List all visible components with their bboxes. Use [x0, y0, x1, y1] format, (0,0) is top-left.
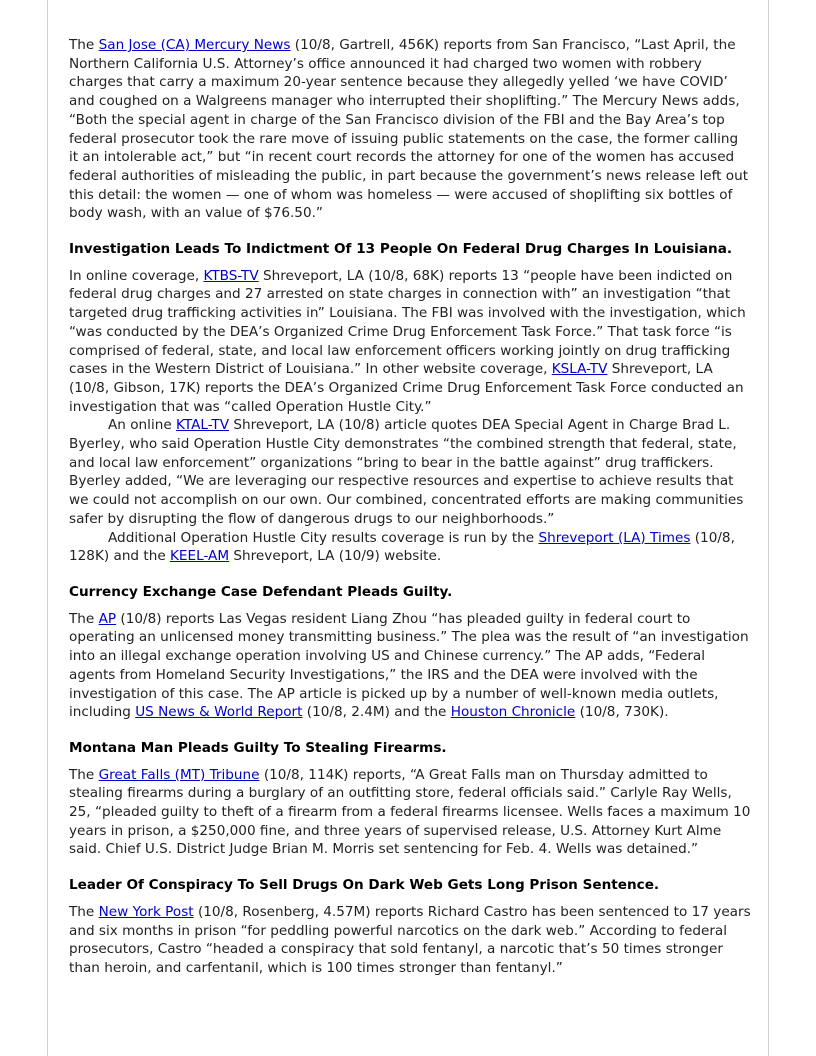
text: (10/8, 114K) reports, “A Great Falls man on Thursday admitted to stealing firearms during a burglary of an outfitting store, federal officials said.” Carlyle Ray Wells, 25, “pleaded guilty to theft of a firearm from a federal firearms licensee. Wells faces a maximum 10 years in prison, a $250,000 fine, and three years of supervised release, U.S. Attorney Kurt Alme said. Chief U.S. District Judge Brian M. Morris set sentencing for Feb. 4. Wells was detained.”: [69, 766, 751, 858]
article-paragraph: [69, 267, 751, 417]
link-keel-am[interactable]: KEEL-AM: [170, 548, 230, 565]
article-headline: Montana Man Pleads Guilty To Stealing Firearms.: [69, 739, 447, 756]
link-houston-chronicle[interactable]: Houston Chronicle: [450, 704, 576, 721]
link-new-york-post[interactable]: New York Post: [98, 903, 194, 920]
text: (10/8) reports Las Vegas resident Liang Zhou “has pleaded guilty in federal court to operating an unlicensed money transmitting business.” The plea was the result of “an investigation into an illegal exchange operation involving US and Chinese currency.” The AP adds, “Federal agents from Homeland Security Investigations,” the IRS and the DEA were involved with the investigation of this case. The AP article is picked up by a number of well-known media outlets, including: [69, 610, 749, 721]
article-paragraph: [69, 903, 751, 978]
text: (10/8, 128K) and the: [69, 529, 735, 565]
text: The: [69, 903, 99, 920]
link-shreveport-times[interactable]: Shreveport (LA) Times: [538, 529, 691, 546]
link-ksla-tv[interactable]: KSLA-TV: [551, 361, 608, 378]
text: Shreveport, LA (10/8) article quotes DEA Special Agent in Charge Brad L. Byerley, who said Operation Hustle City demonstrates “the combined strength that federal, state, and local law enforcement” organizations “bring to bear in the battle against” drug traffickers. Byerley added, “We are leveraging our respective resources and expertise to achieve results that we could not accomplish on our own. Our combined, concentrated efforts are making communities safer by disrupting the flow of dangerous drugs to our neighborhoods.”: [69, 417, 744, 527]
intro-paragraph: [69, 36, 751, 223]
text: Shreveport, LA (10/8, 68K) reports 13 “people have been indicted on federal drug charges and 27 arrested on state charges in connection with” an investigation “that targeted drug trafficking activities in” Louisiana. The FBI was involved with the investigation, which “was conducted by the DEA’s Organized Crime Drug Enforcement Task Force.” That task force “is comprised of federal, state, and local law enforcement officers working jointly on drug trafficking cases in the Western District of Louisiana.” In other website coverage,: [69, 267, 746, 378]
link-ap[interactable]: AP: [98, 610, 117, 627]
link-san-jose-mercury-news[interactable]: San Jose (CA) Mercury News: [98, 37, 291, 53]
article-paragraph: [69, 610, 751, 722]
article-headline: Investigation Leads To Indictment Of 13 People On Federal Drug Charges In Louisiana.: [69, 241, 733, 258]
text: Shreveport, LA (10/9) website.: [229, 548, 442, 565]
text: (10/8, Rosenberg, 4.57M) reports Richard Castro has been sentenced to 17 years and six months in prison “for peddling powerful narcotics on the dark web.” According to federal prosecutors, Castro “headed a conspiracy that sold fentanyl, a narcotic that’s 50 times stronger than heroin, and carfentanil, which is 100 times stronger than fentanyl.”: [69, 903, 751, 976]
text: (10/8, Gartrell, 456K) reports from San Francisco, “Last April, the Northern California U.S. Attorney’s office announced it had charged two women with robbery charges that carry a maximum 20-year sentence because they allegedly yelled ‘we have COVID’ and coughed on a Walgreens manager who interrupted their shoplifting.” The Mercury News adds, “Both the special agent in charge of the San Francisco division of the FBI and the Bay Area’s top federal prosecutor took the rare move of issuing public statements on the case, the former calling it an intolerable act,” but “in recent court records the attorney for one of the women has accused federal authorities of misleading the public, in part because the government’s news release left out this detail: the women — one of whom was homeless — were accused of shoplifting six bottles of body wash, with an value of $76.50.”: [69, 37, 749, 222]
article-headline: Leader Of Conspiracy To Sell Drugs On Dark Web Gets Long Prison Sentence.: [69, 877, 660, 894]
text: The: [69, 766, 99, 783]
article-paragraph: [69, 766, 751, 860]
link-ktbs-tv[interactable]: KTBS-TV: [203, 267, 259, 284]
text: (10/8, 730K).: [575, 704, 669, 721]
text: The: [69, 610, 99, 627]
text: The: [69, 37, 99, 53]
article-paragraph: [69, 529, 751, 566]
text: An online: [108, 417, 177, 434]
text: Shreveport, LA (10/8, Gibson, 17K) reports the DEA’s Organized Crime Drug Enforcement Task Force conducted an investigation that was “called Operation Hustle City.”: [69, 361, 744, 415]
link-great-falls-tribune[interactable]: Great Falls (MT) Tribune: [98, 766, 260, 783]
text: (10/8, 2.4M) and the: [302, 704, 451, 721]
text: In online coverage,: [69, 267, 204, 284]
link-us-news-world-report[interactable]: US News & World Report: [135, 704, 303, 721]
link-ktal-tv[interactable]: KTAL-TV: [176, 417, 230, 434]
article-paragraph: [69, 416, 751, 528]
document-page: [47, 0, 769, 1056]
text: Additional Operation Hustle City results coverage is run by the: [108, 529, 539, 546]
article-headline: Currency Exchange Case Defendant Pleads Guilty.: [69, 583, 453, 600]
document-content: [69, 36, 751, 978]
